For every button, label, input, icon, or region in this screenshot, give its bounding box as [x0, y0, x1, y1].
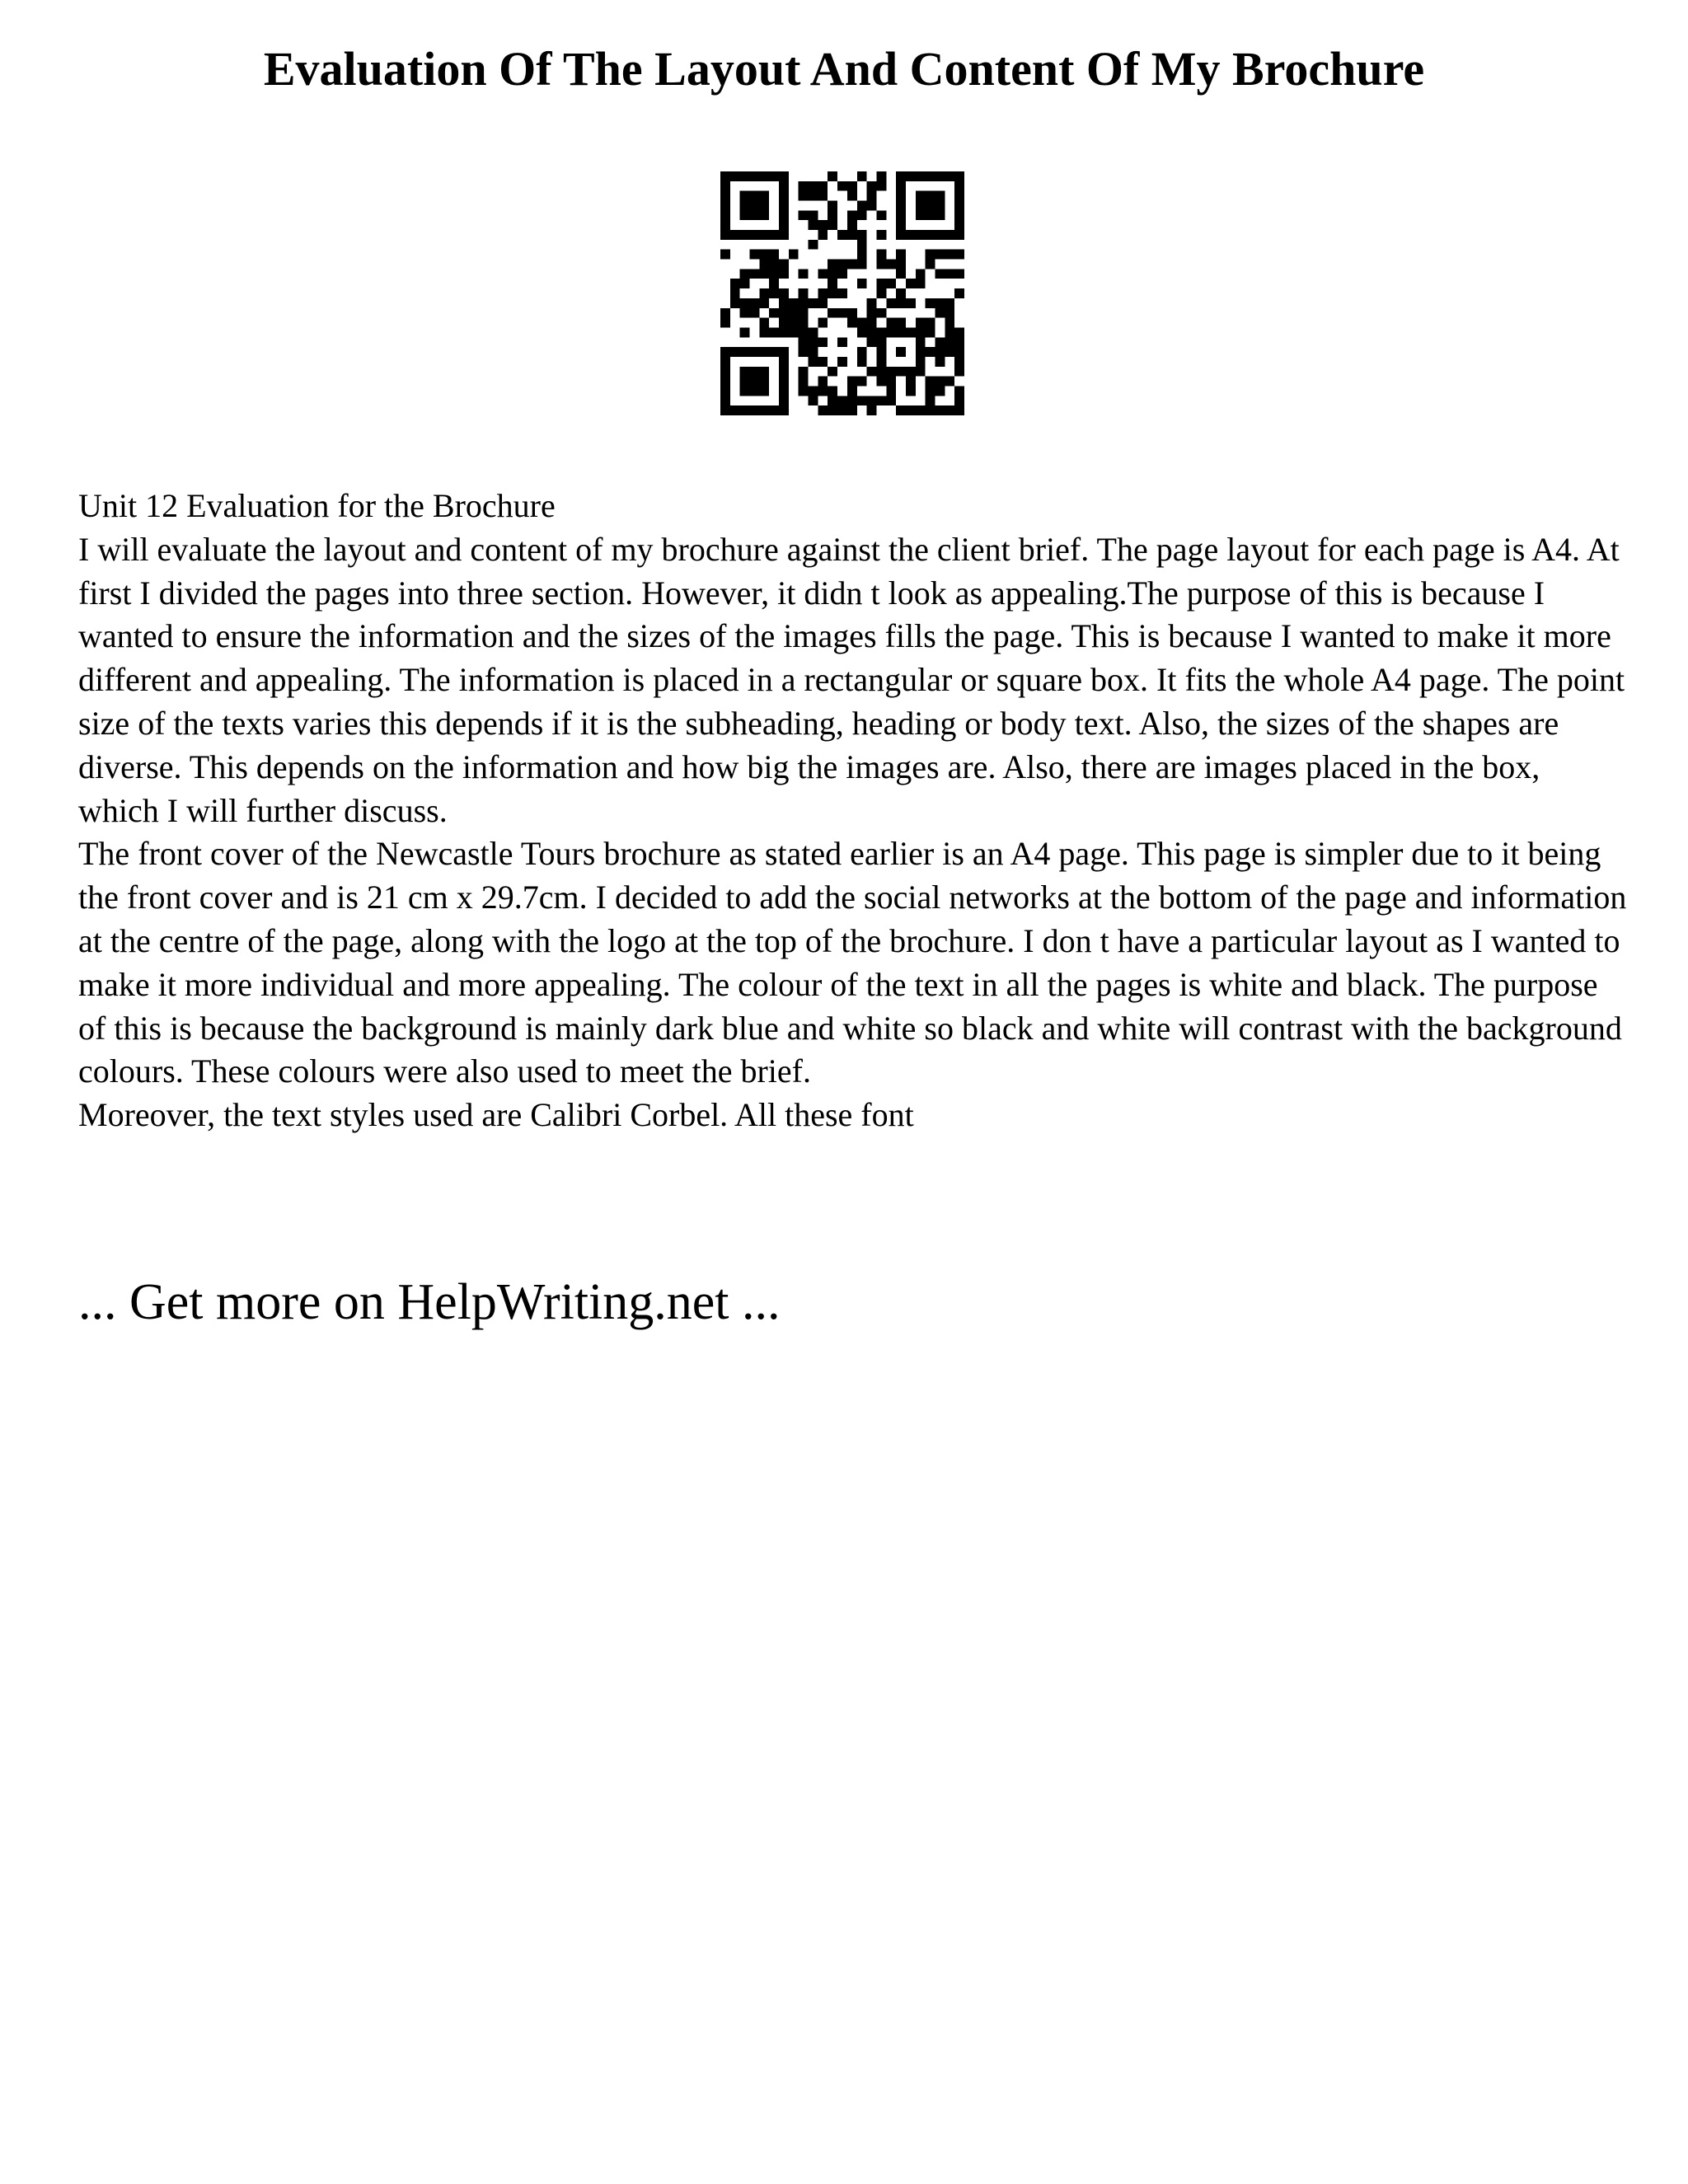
body-text: [78, 485, 1628, 1137]
qr-code-icon: [720, 171, 964, 415]
paragraph: Moreover, the text styles used are Calibri Corbel. All these font: [78, 1096, 914, 1134]
paragraph: The front cover of the Newcastle Tours brochure as stated earlier is an A4 page. This page is simpler due to it being the front cover and is 21 cm x 29.7cm. I decided to add the social networks at the bottom of the page and information at the centre of the page, along with the logo at the top of the brochure. I don t have a particular layout as I wanted to make it more individual and more appealing. The colour of the text in all the pages is white and black. The purpose of this is because the background is mainly dark blue and white so black and white will contrast with the background colours. These colours were also used to meet the brief.: [78, 835, 1627, 1090]
qr-code-graphic: [720, 171, 964, 415]
helpwriting-link[interactable]: ... Get more on HelpWriting.net ...: [78, 1274, 781, 1330]
paragraph: I will evaluate the layout and content of my brochure against the client brief. The page layout for each page is A4. At first I divided the pages into three section. However, it didn t look as appealing.The purpose of this is because I wanted to ensure the information and the sizes of the images fills the page. This is because I wanted to make it more different and appealing. The information is placed in a rectangular or square box. It fits the whole A4 page. The point size of the texts varies this depends if it is the subheading, heading or body text. Also, the sizes of the shapes are diverse. This depends on the information and how big the images are. Also, there are images placed in the box, which I will further discuss.: [78, 530, 1625, 829]
paragraph-heading: Unit 12 Evaluation for the Brochure: [78, 487, 556, 524]
page-title: Evaluation Of The Layout And Content Of My Brochure: [263, 42, 1425, 96]
